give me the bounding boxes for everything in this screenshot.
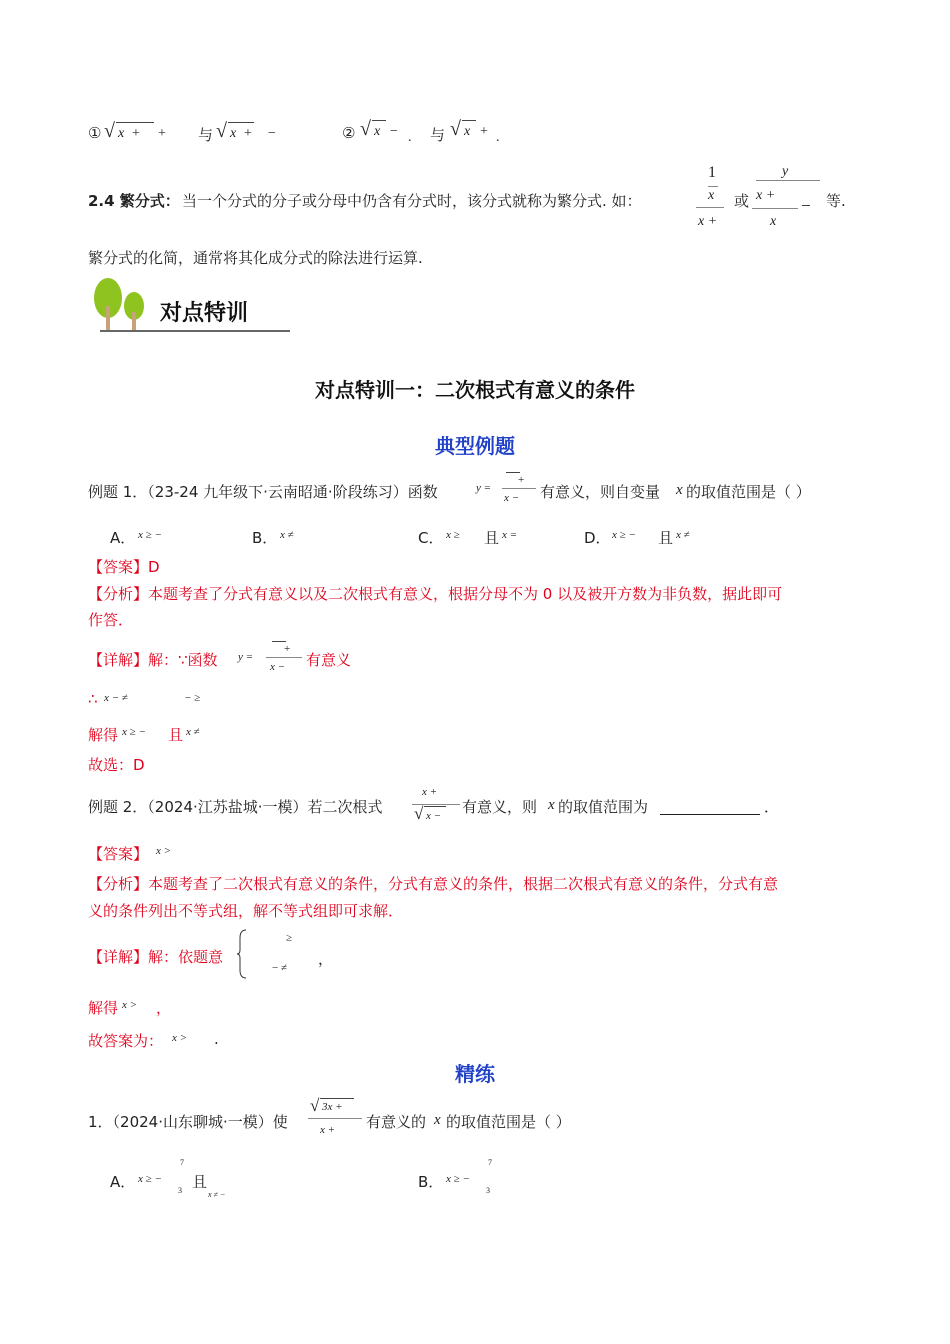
dot: . [408, 130, 412, 145]
comma: ， [156, 999, 172, 1017]
option-a-math-2: x ≠ − [208, 1190, 226, 1199]
practice-stem: 有意义的 [366, 1113, 427, 1131]
analysis-line-2: 义的条件列出不等式组，解不等式组即可求解． [88, 902, 404, 920]
option-d-math-2: x ≠ [676, 529, 690, 541]
dot: . [214, 1030, 219, 1048]
radicand: x [230, 126, 237, 141]
radical-bar [272, 641, 286, 642]
option-a-math: x ≥ − [138, 1173, 162, 1185]
fraction-numerator: x + [756, 188, 776, 203]
solve-math: x ≠ [186, 726, 200, 738]
fraction-denominator: x [770, 214, 777, 229]
fraction-numerator: 1 [708, 164, 716, 181]
system-row-2: − ≠ [272, 962, 287, 974]
example-stem: 例题 1．（23-24 九年级下·云南昭通·阶段练习）函数 [88, 483, 438, 501]
solve-and: 且 [168, 726, 184, 744]
analysis-line-2: 作答． [88, 611, 134, 629]
fraction-line [308, 1118, 362, 1119]
fraction-line [708, 186, 718, 187]
fraction-numerator: 7 [488, 1158, 492, 1167]
final-answer-math: x > [172, 1032, 188, 1044]
option-a-label[interactable]: A． [110, 529, 136, 547]
fraction-numerator: y [782, 164, 789, 179]
radical-bar [424, 806, 446, 807]
example-stem: 有意义，则 [462, 798, 538, 816]
typical-examples-heading: 典型例题 [435, 434, 515, 458]
option-b-label[interactable]: B． [418, 1173, 444, 1191]
radicand-tail: + [132, 126, 140, 141]
fraction-denominator: x − [504, 492, 520, 504]
comma: ， [318, 950, 334, 968]
option-a-math: x ≥ − [138, 529, 162, 541]
variable: x [676, 482, 683, 498]
option-b-math: x ≥ − [446, 1173, 470, 1185]
system-brace [236, 928, 248, 980]
item-2-marker: ② [342, 124, 356, 142]
fraction-denominator: x − [270, 661, 286, 673]
analysis-label: 【分析】 [88, 875, 149, 893]
example-stem: 有意义，则自变量 [540, 483, 661, 501]
operator: − [268, 126, 276, 141]
solve-math: x > [122, 999, 138, 1011]
practice-stem: 的取值范围是（ ） [446, 1113, 571, 1131]
fraction-line [696, 207, 724, 208]
training-title: 对点特训一：二次根式有意义的条件 [315, 378, 635, 402]
practice-stem: 1．（2024·山东聊城·一模）使 [88, 1113, 288, 1131]
answer-math: x > [156, 845, 172, 857]
fraction-numerator: + [518, 474, 525, 486]
choose-line: 故选：D [88, 756, 145, 774]
section-text-line-2: 繁分式的化简，通常将其化成分式的除法进行运算. [88, 249, 423, 267]
fraction-denominator: 3 [178, 1186, 182, 1195]
radical-bar [372, 120, 386, 121]
detail-label: 【详解】 [88, 651, 149, 669]
detail-text: 解：依题意 [148, 948, 224, 966]
sqrt-symbol: √ [360, 118, 371, 140]
banner-title: 对点特训 [160, 301, 249, 326]
fraction-numerator: x + [422, 786, 438, 798]
radical-bar [228, 122, 254, 123]
option-a-and: 且 [192, 1173, 208, 1191]
radical-bar [462, 120, 476, 121]
example-stem: ． [764, 798, 780, 816]
dot: . [496, 130, 500, 145]
radicand: x [118, 126, 125, 141]
option-c-math: x ≥ [446, 529, 460, 541]
fraction-numerator: + [284, 643, 291, 655]
example-stem: 的取值范围是（ ） [686, 483, 811, 501]
option-c-and: 且 [484, 529, 500, 547]
detail-line [88, 946, 223, 967]
detail-line [88, 649, 218, 670]
function-lhs: y = [476, 482, 492, 494]
answer-blank[interactable] [660, 814, 760, 815]
fraction-line [802, 205, 810, 206]
radical-bar [116, 122, 154, 123]
radicand-tail: + [244, 126, 252, 141]
etc-text: 等. [826, 192, 846, 210]
sqrt-symbol: √ [450, 118, 461, 140]
connector-text: 与 [198, 126, 214, 144]
radical-bar [506, 472, 520, 473]
fraction-denominator: x [708, 188, 715, 203]
section-label: 2.4 繁分式： [88, 192, 180, 210]
function-lhs: y = [238, 651, 254, 663]
example-stem: 例题 2．（2024·江苏盐城·一模）若二次根式 [88, 798, 383, 816]
variable: x [548, 797, 555, 813]
solve-label: 解得 [88, 999, 119, 1017]
therefore-symbol: ∴ [88, 690, 98, 708]
sqrt-symbol: √ [104, 120, 115, 142]
variable: x [434, 1112, 441, 1128]
connector-text: 与 [430, 126, 446, 144]
solve-label: 解得 [88, 726, 119, 744]
practice-heading: 精练 [455, 1062, 495, 1086]
radicand-tail: − [390, 124, 398, 139]
answer-label: 【答案】 [88, 558, 149, 576]
analysis-line-1 [88, 873, 778, 894]
fraction-denominator: x + [320, 1124, 336, 1136]
analysis-text: 本题考查了分式有意义以及二次根式有意义，根据分母不为 0 以及被开方数为非负数，据此即可 [148, 585, 783, 603]
option-d-math: x ≥ − [612, 529, 636, 541]
fraction-denominator: x + [698, 214, 718, 229]
fraction-line [266, 657, 302, 658]
detail-text: 解：∵函数 [148, 651, 218, 669]
radicand: x [374, 124, 381, 139]
sqrt-symbol: √ [216, 120, 227, 142]
option-d-and: 且 [658, 529, 674, 547]
option-c-label[interactable]: C． [418, 529, 444, 547]
radicand-tail: + [480, 124, 488, 139]
operator: + [158, 126, 166, 141]
fraction-denominator: x − [426, 810, 442, 822]
condition-math: − ≥ [184, 692, 201, 704]
or-text: 或 [734, 192, 750, 210]
fraction-line [752, 208, 798, 209]
answer-label: 【答案】 [88, 845, 149, 863]
answer-line [88, 556, 160, 577]
detail-text: 有意义 [306, 651, 352, 669]
option-a-label[interactable]: A． [110, 1173, 136, 1191]
sqrt-symbol: √ [414, 804, 424, 823]
option-b-math: x ≠ [280, 529, 294, 541]
fraction-line [756, 180, 820, 181]
system-row-1: ≥ [286, 932, 293, 944]
analysis-text: 本题考查了二次根式有意义的条件，分式有意义的条件，根据二次根式有意义的条件，分式有意 [148, 875, 779, 893]
option-b-label[interactable]: B． [252, 529, 278, 547]
section-text: 当一个分式的分子或分母中仍含有分式时，该分式就称为繁分式. 如： [182, 192, 642, 210]
solve-math: x ≥ − [122, 726, 146, 738]
fraction-denominator: 3 [486, 1186, 490, 1195]
answer-value: D [148, 558, 160, 576]
analysis-line-1 [88, 583, 782, 604]
detail-label: 【详解】 [88, 948, 149, 966]
item-1-marker: ① [88, 124, 102, 142]
example-stem: 的取值范围为 [558, 798, 649, 816]
radical-bar [320, 1098, 354, 1099]
option-d-label[interactable]: D． [584, 529, 611, 547]
condition-math: x − ≠ [104, 692, 128, 704]
fraction-numerator: 3x + [322, 1101, 343, 1113]
option-c-math-2: x = [502, 529, 518, 541]
sqrt-symbol: √ [310, 1096, 320, 1115]
final-answer-label: 故答案为： [88, 1032, 164, 1050]
fraction-numerator: 7 [180, 1158, 184, 1167]
fraction-line [502, 488, 536, 489]
radicand: x [464, 124, 471, 139]
analysis-label: 【分析】 [88, 585, 149, 603]
